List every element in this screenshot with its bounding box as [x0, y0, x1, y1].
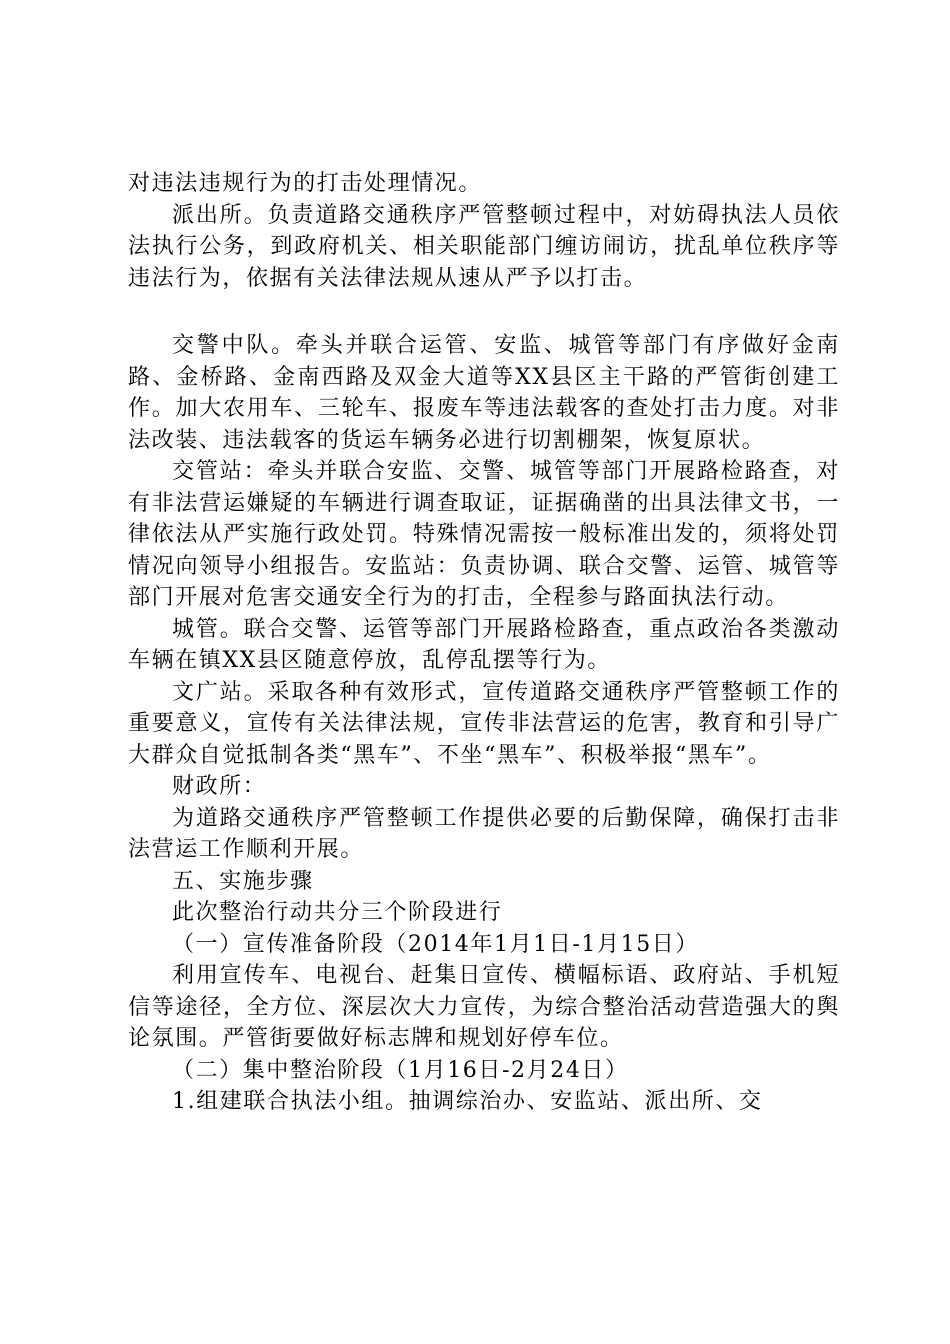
stage-heading-preparation: （一）宣传准备阶段（2014年1月1日-1月15日）	[172, 931, 700, 957]
paragraph-publicity: 利用宣传车、电视台、赶集日宣传、横幅标语、政府站、手机短信等途径，全方位、深层次大力宣传，为综合整治活动营造强大的舆论氛围。严管街要做好标志牌和规划好停车位。	[128, 963, 840, 1051]
paragraph-joint-enforcement: 1.组建联合执法小组。抽调综治办、安监站、派出所、交	[172, 1089, 763, 1114]
paragraph-police-station: 派出所。负责道路交通秩序严管整顿过程中，对妨碍执法人员依法执行公务，到政府机关、相关职能部门缠访闹访，扰乱单位秩序等违法行为，依据有关法律法规从速从严予以打击。	[128, 202, 840, 291]
paragraph-culture-broadcast: 文广站。采取各种有效形式，宣传道路交通秩序严管整顿工作的重要意义，宣传有关法律法规，宣传非法营运的危害，教育和引导广大群众自觉抵制各类“黑车”、不坐“黑车”、积极举报“黑车”。	[128, 679, 840, 768]
paragraph-traffic-police: 交警中队。牵头并联合运管、安监、城管等部门有序做好金南路、金桥路、金南西路及双金大道等XX县区主干路的严管街创建工作。加大农用车、三轮车、报废车等违法载客的查处打击力度。对非法改装、违法载客的货运车辆务必进行切割棚架，恢复原状。	[128, 333, 840, 453]
paragraph-traffic-management: 交管站：牵头并联合安监、交警、城管等部门开展路检路查，对有非法营运嫌疑的车辆进行调查取证，证据确凿的出具法律文书，一律依法从严实施行政处罚。特殊情况需按一般标准出发的，须将处罚情况向领导小组报告。安监站：负责协调、联合交警、运管、城管等部门开展对危害交通安全行为的打击，全程参与路面执法行动。	[128, 459, 840, 610]
section-heading-steps: 五、实施步骤	[172, 868, 314, 894]
paragraph-continuation: 对违法违规行为的打击处理情况。	[128, 171, 483, 196]
stage-heading-rectification: （二）集中整治阶段（1月16日-2月24日）	[172, 1057, 629, 1083]
document-body	[128, 168, 840, 1118]
paragraph-city-management: 城管。联合交警、运管等部门开展路检路查，重点政治各类激动车辆在镇XX县区随意停放，乱停乱摆等行为。	[128, 616, 840, 673]
paragraph-finance-heading: 财政所：	[172, 774, 267, 799]
paragraph-finance-body: 为道路交通秩序严管整顿工作提供必要的后勤保障，确保打击非法营运工作顺利开展。	[128, 805, 840, 862]
paragraph-three-stages: 此次整治行动共分三个阶段进行	[172, 900, 503, 925]
